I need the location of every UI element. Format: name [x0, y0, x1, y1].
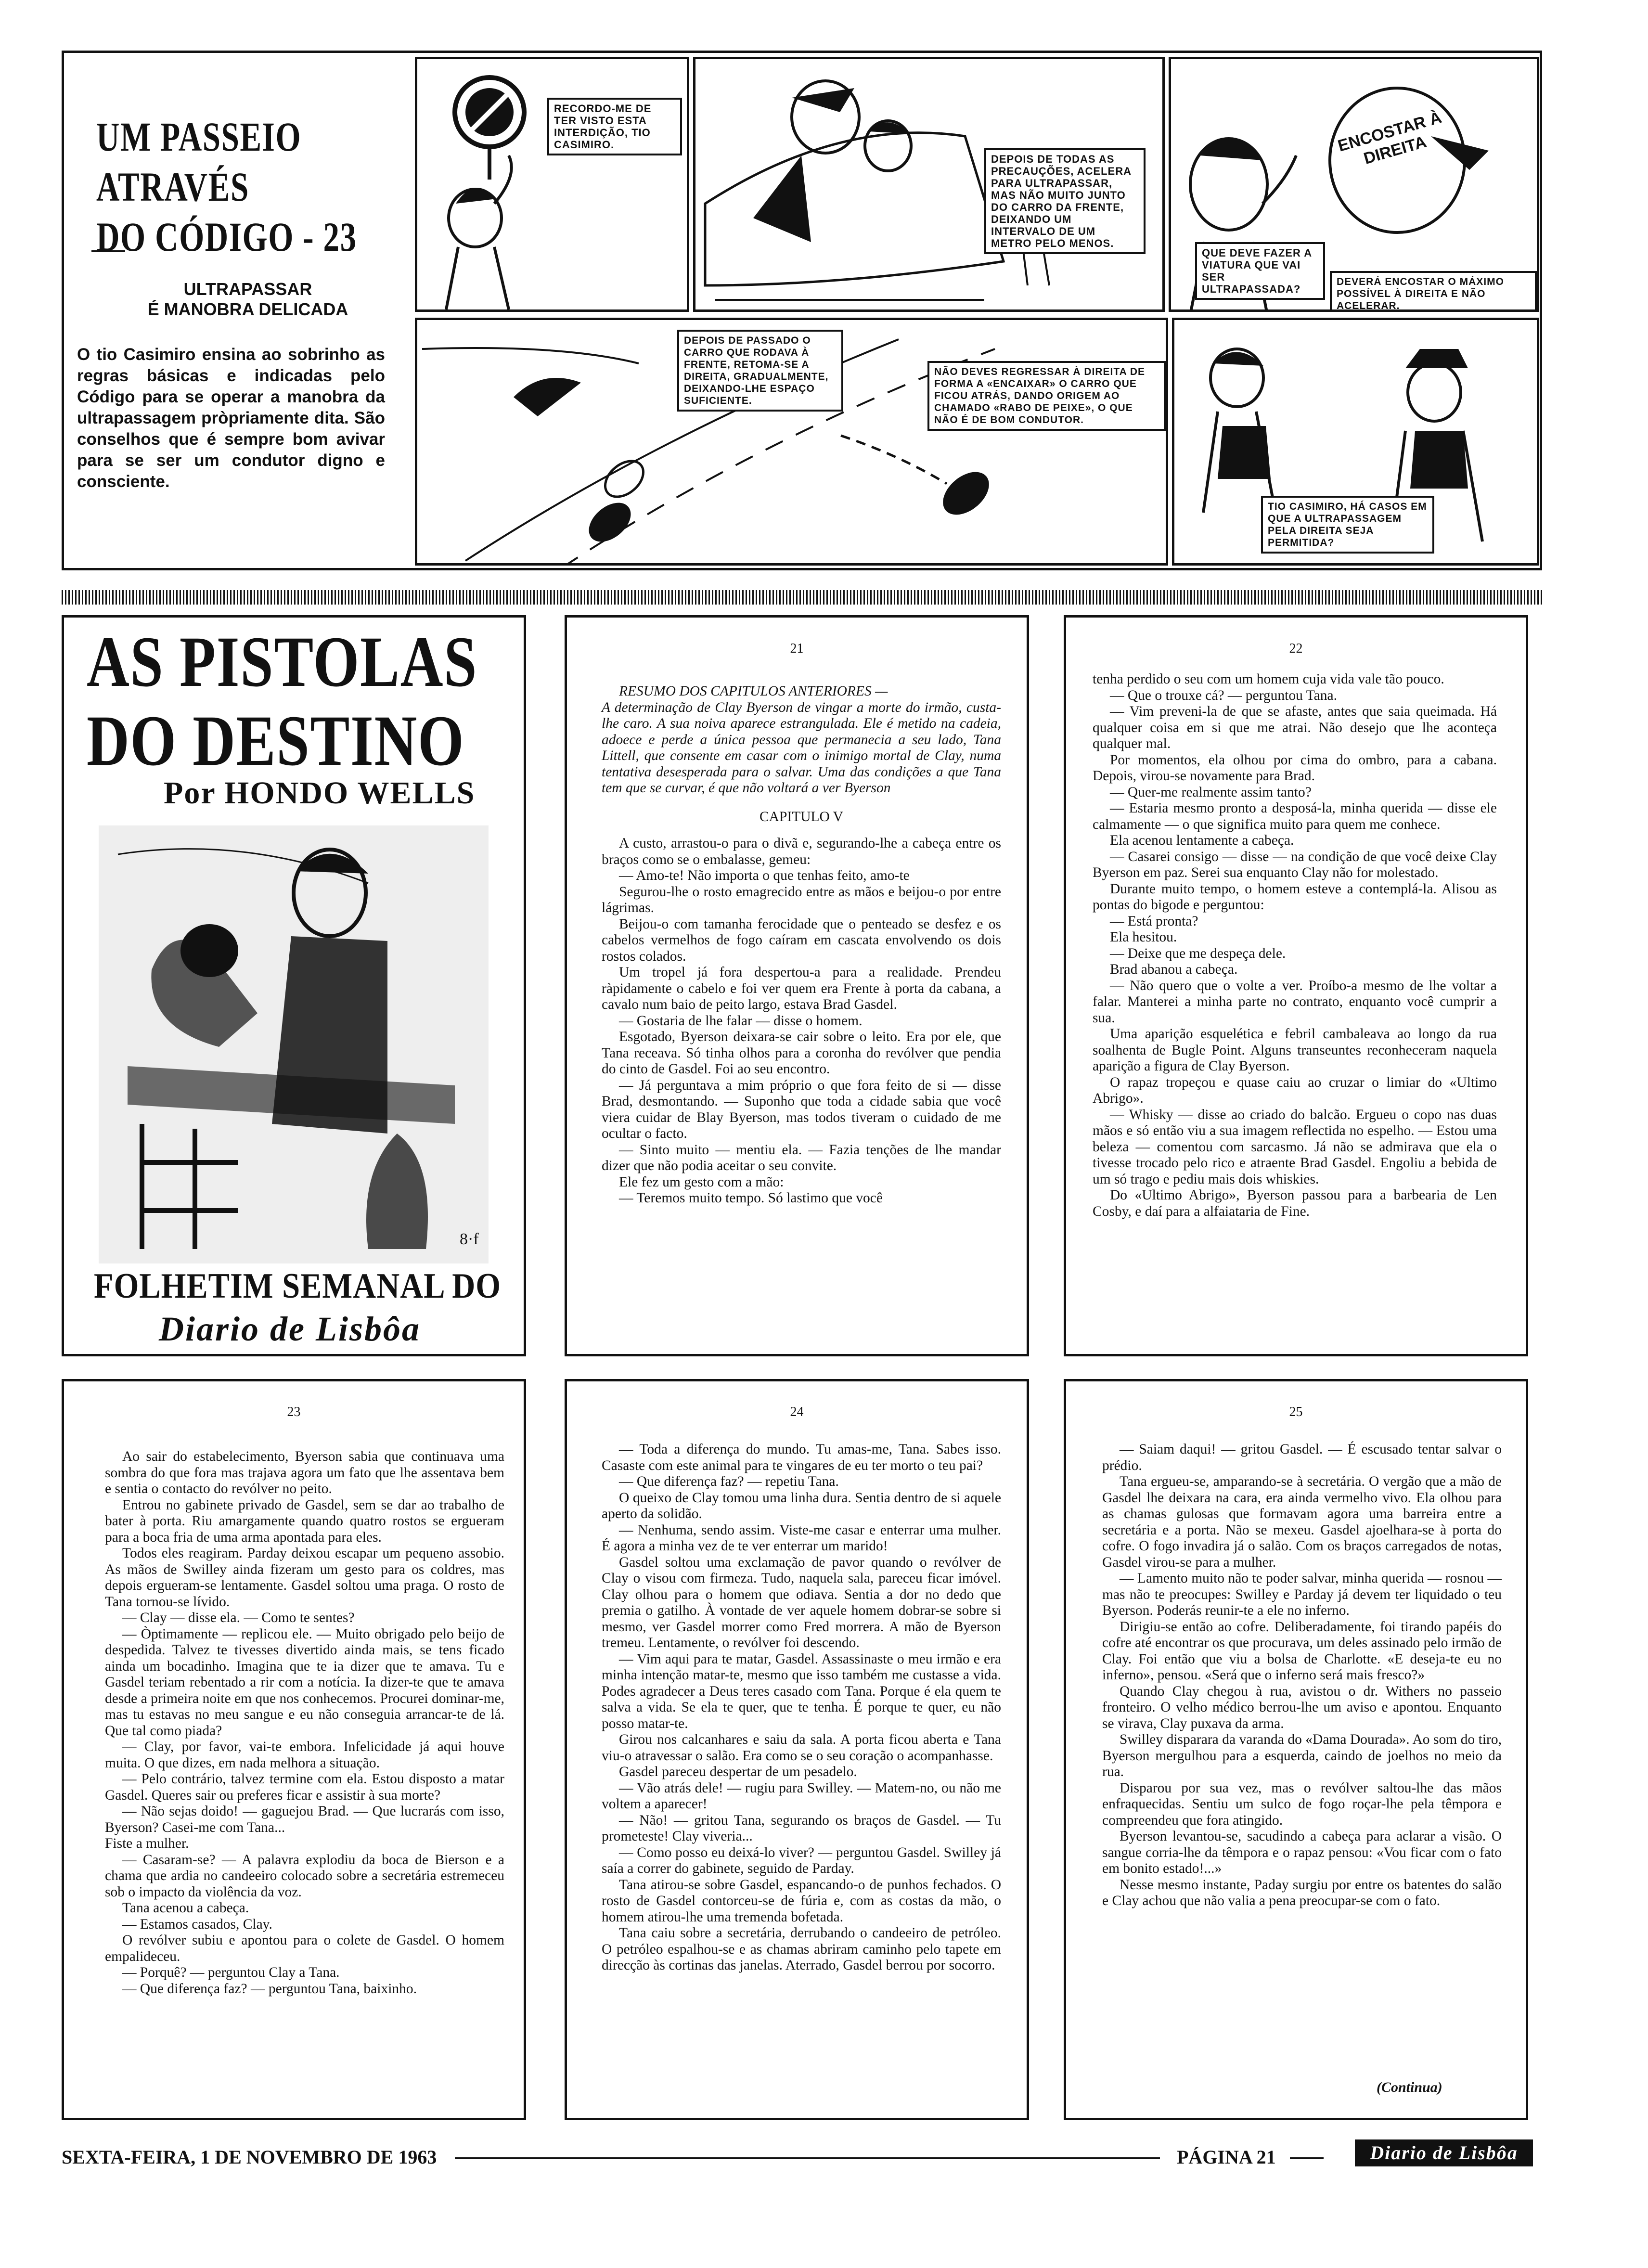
- paragraph: — Quer-me realmente assim tanto?: [1110, 784, 1312, 800]
- paragraph: — Gostaria de lhe falar — disse o homem.: [619, 1013, 863, 1029]
- paragraph: — Vim aqui para te matar, Gasdel. Assassinaste o meu irmão e era minha intenção matar-te, mesmo que isso também me custasse a vida. Podes agradecer a Deus teres casado com Tana. Porque é ela quem te salva a vida. Se ela te quer, que te tenha. É porque te quer, eu não posso matar-te.: [602, 1651, 1001, 1731]
- comic-title-line1: UM PASSEIO ATRAVÉS: [96, 114, 302, 210]
- footer-page-number: PÁGINA 21: [1177, 2146, 1276, 2168]
- paragraph: Durante muito tempo, o homem esteve a contemplá-la. Alisou as pontas do bigode e perguntou:: [1093, 881, 1497, 913]
- paragraph: Um tropel já fora despertou-a para a realidade. Prendeu ràpidamente o cabelo e foi ver quem era Frente à porta da cabana, a cavalo num baio de peito largo, estava Brad Gasdel.: [602, 965, 1001, 1012]
- paragraph: Ela hesitou.: [1110, 929, 1177, 945]
- paragraph: — Sinto muito — mentiu ela. — Fazia tenções de lhe mandar dizer que não podia aceitar o seu convite.: [602, 1142, 1001, 1173]
- paragraph: Por momentos, ela olhou por cima do ombro, para a cabana. Depois, virou-se novamente para Brad.: [1093, 752, 1497, 784]
- page-22-text: [1093, 671, 1497, 1220]
- paragraph: Fiste a mulher.: [105, 1836, 189, 1851]
- paragraph: — Estamos casados, Clay.: [122, 1916, 272, 1932]
- gunfight-illustration: [99, 825, 489, 1263]
- paragraph: Quando Clay chegou à rua, avistou o dr. Withers no passeio fronteiro. O velho médico berrou-lhe um aviso e apontou. Enquanto se virava, Clay puxava da arma.: [1102, 1683, 1502, 1731]
- paragraph: Dirigiu-se então ao cofre. Deliberadamente, foi tirando papéis do cofre até encontrar os que procurava, um deles assinado pelo irmão de Clay. Foi então que viu a bolsa de Charlotte. «E deseja-te eu no inferno», pensou. «Será que o inferno será mais fresco?»: [1102, 1619, 1502, 1683]
- paragraph: — Que diferença faz? — repetiu Tana.: [619, 1474, 839, 1489]
- paragraph: Todos eles reagiram. Parday deixou escapar um pequeno assobio. As mãos de Swilley ainda fizeram um gesto para os coldres, mas depois ergueram-se lentamente. Gasdel soltou uma praga. O rosto de Tana tornou-se lívido.: [105, 1546, 504, 1610]
- paragraph: Tana ergueu-se, amparando-se à secretária. O vergão que a mão de Gasdel lhe deixara na cara, era ainda vermelho vivo. Ela olhou para as chamas gulosas que formavam agora uma barreira entre a secretária e a porta. Não se mexeu. Gasdel ajoelhara-se à porta do cofre. O fogo invadira já o salão. Com os braços carregados de notas, Gasdel virou-se para a mulher.: [1102, 1474, 1502, 1570]
- paragraph: — Lamento muito não te poder salvar, minha querida — rosnou — mas não te preocupes: Swilley e Parday já devem ter liquidado o teu Byerson. Poderás reunir-te a ele no inferno.: [1102, 1571, 1502, 1618]
- comic-panel-2: [693, 57, 1165, 312]
- paragraph: Nesse mesmo instante, Paday surgiu por entre os batentes do salão e Clay achou que não valia a pena preocupar-se com o fato.: [1102, 1877, 1502, 1908]
- page-25-text: [1102, 1442, 1502, 1909]
- comic-caption-5: DEPOIS DE PASSADO O CARRO QUE RODAVA À FRENTE, RETOMA-SE A DIREITA, GRADUALMENTE, DEIXANDO-LHE ESPAÇO SUFICIENTE.: [677, 330, 843, 412]
- paragraph: Gasdel pareceu despertar de um pesadelo.: [619, 1764, 857, 1779]
- serial-title: [87, 622, 510, 781]
- paragraph: O queixo de Clay tomou uma linha dura. Sentia dentro de si aquele aperto da solidão.: [602, 1490, 1001, 1521]
- paragraph: — Já perguntava a mim próprio o que fora feito de si — disse Brad, desmontando. — Suponho que toda a cidade sabia que você viera cuidar de Blay Byerson, mas todos tiveram o cuidado de me ocultar o facto.: [602, 1077, 1001, 1141]
- paragraph: — Como posso eu deixá-lo viver? — perguntou Gasdel. Swilley já saía a correr do gabinete, seguido de Parday.: [602, 1844, 1001, 1876]
- paragraph: Beijou-o com tamanha ferocidade que o penteado se desfez e os cabelos vermelhos de fogo caíram em cascata envolvendo os dois rostos colados.: [602, 916, 1001, 964]
- paragraph: — Casaram-se? — A palavra explodiu da boca de Bierson e a chama que ardia no candeeiro colocado sobre a secretária estremeceu sob o impacto da violência da voz.: [105, 1852, 504, 1900]
- summary-title: RESUMO DOS CAPITULOS ANTERIORES —: [619, 683, 888, 699]
- footer-masthead: Diario de Lisbôa: [1355, 2139, 1533, 2166]
- paragraph: — Pelo contrário, talvez termine com ela. Estou disposto a matar Gasdel. Queres sair ou preferes ficar e assistir à sua morte?: [105, 1771, 504, 1803]
- comic-panel-1: [415, 57, 689, 312]
- paragraph: — Clay — disse ela. — Como te sentes?: [122, 1610, 355, 1625]
- paragraph: — Porquê? — perguntou Clay a Tana.: [122, 1965, 340, 1980]
- paragraph: Ela acenou lentamente a cabeça.: [1110, 833, 1294, 848]
- comic-subtitle-line1: ULTRAPASSAR: [183, 279, 312, 299]
- paragraph: — Toda a diferença do mundo. Tu amas-me, Tana. Sabes isso. Casaste com este animal para te vingares de eu ter morto o teu pai?: [602, 1442, 1001, 1473]
- paragraph: O revólver subiu e apontou para o colete de Gasdel. O homem empalideceu.: [105, 1933, 504, 1964]
- paragraph: Entrou no gabinete privado de Gasdel, sem se dar ao trabalho de bater à porta. Riu amargamente quando quatro rostos se ergueram para a boca fria de uma arma apontada para eles.: [105, 1497, 504, 1545]
- paragraph: — Vão atrás dele! — rugiu para Swilley. — Matem-no, ou não me voltem a aparecer!: [602, 1780, 1001, 1812]
- comic-caption-3: QUE DEVE FAZER A VIATURA QUE VAI SER ULTRAPASSADA?: [1195, 242, 1325, 300]
- comic-subtitle: [91, 279, 404, 320]
- paragraph: — Clay, por favor, vai-te embora. Infelicidade já aqui houve muita. O que dizes, em nada melhora a situação.: [105, 1739, 504, 1771]
- paragraph: — Casarei consigo — disse — na condição de que você deixe Clay Byerson em paz. Serei sua enquanto Clay não for molestado.: [1093, 849, 1497, 880]
- footer-rule-left: [455, 2157, 1160, 2159]
- paragraph: Tana atirou-se sobre Gasdel, espancando-o de punhos fechados. O rosto de Gasdel contorceu-se de fúria e, com as costas da mão, o homem atirou-lhe uma tremenda bofetada.: [602, 1877, 1001, 1925]
- comic-caption-6: NÃO DEVES REGRESSAR À DIREITA DE FORMA A «ENCAIXAR» O CARRO QUE FICOU ATRÁS, DANDO ORIGEM AO CHAMADO «RABO DE PEIXE», O QUE NÃO É DE BOM CONDUTOR.: [927, 361, 1166, 431]
- paragraph: Ao sair do estabelecimento, Byerson sabia que continuava uma sombra do que fora mas trajava agora um fato que lhe assentava bem e sentia o contacto do revólver no peito.: [105, 1449, 504, 1496]
- paragraph: Byerson levantou-se, sacudindo a cabeça para aclarar a visão. O sangue corria-lhe da têmpora e o rapaz pensou: «Vou ficar com o fato em bonito estado!...»: [1102, 1829, 1502, 1876]
- paragraph: — Amo-te! Não importa o que tenhas feito, amo-te: [619, 868, 910, 883]
- paragraph: A custo, arrastou-o para o divã e, segurando-lhe a cabeça entre os braços como se o embalasse, gemeu:: [602, 836, 1001, 867]
- paragraph: Tana caiu sobre a secretária, derrubando o candeeiro de petróleo. O petróleo espalhou-se e as chamas abriram caminho pelo tapete em direcção às cortinas das janelas. Aterrado, Gasdel berrou por socorro.: [602, 1925, 1001, 1973]
- page-24-text: [602, 1442, 1001, 1974]
- paragraph: — Deixe que me despeça dele.: [1110, 945, 1286, 961]
- paragraph: Girou nos calcanhares e saiu da sala. A porta ficou aberta e Tana viu-o atravessar o salão. Era como se o seu coração o acompanhasse.: [602, 1732, 1001, 1764]
- summary-text: A determinação de Clay Byerson de vingar a morte do irmão, custa-lhe caro. A sua noiva aparece estrangulada. Ele é metido na cadeia, adoece e perde a única pessoa que permanecia a seu lado, Tana Littell, que consente em casar com o inimigo mortal de Clay, numa tentativa desesperada para o salvar. Uma das condições a que Tana tem que se curvar, é que não voltará a ver Byerson: [602, 699, 1001, 796]
- svg-text:8·f: 8·f: [460, 1230, 479, 1248]
- comic-title-line2: DO CÓDIGO - 23: [96, 214, 357, 260]
- paragraph: Swilley disparara da varanda do «Dama Dourada». Ao som do tiro, Byerson mergulhou para a esquerda, caindo de joelhos no meio da rua.: [1102, 1732, 1502, 1779]
- footer-rule-right: [1290, 2157, 1324, 2159]
- serial-illustration: [99, 825, 489, 1263]
- comic-panel-5: [1172, 318, 1539, 566]
- nephew-looking-at-sign-illustration: [417, 59, 689, 312]
- paragraph: Brad abanou a cabeça.: [1110, 962, 1238, 977]
- page-number-21: 21: [790, 641, 804, 656]
- comic-caption-1: RECORDO-ME DE TER VISTO ESTA INTERDIÇÃO, TIO CASIMIRO.: [547, 98, 682, 155]
- page-21-text: [602, 683, 1001, 1207]
- paragraph: Tana acenou a cabeça.: [122, 1900, 249, 1916]
- page-number-23: 23: [287, 1405, 301, 1419]
- page-23-text: [105, 1449, 504, 1997]
- paragraph: tenha perdido o seu com um homem cuja vida vale tão pouco.: [1093, 671, 1444, 687]
- paragraph: — Nenhuma, sendo assim. Viste-me casar e enterrar uma mulher. É agora a minha vez de te ver enterrar um marido!: [602, 1522, 1001, 1554]
- paragraph: Uma aparição esquelética e febril cambaleava ao longo da rua soalhenta de Bugle Point. Alguns transeuntes reconheceram naquela aparição a figura de Clay Byerson.: [1093, 1026, 1497, 1074]
- paragraph: Do «Ultimo Abrigo», Byerson passou para a barbearia de Len Cosby, e daí para a alfaiataria de Fine.: [1093, 1187, 1497, 1219]
- serial-masthead: Diario de Lisbôa: [159, 1310, 421, 1348]
- paragraph: — Whisky — disse ao criado do balcão. Ergueu o copo nas duas mãos e só então viu a sua imagem reflectida no espelho. — Estou uma beleza — comentou com sarcasmo. Já não se admirava que ela o tivesse trocado pelo rico e atraente Brad Gasdel. Engoliu a bebida de um só trago e pediu mais dois whiskies.: [1093, 1107, 1497, 1187]
- paragraph: Segurou-lhe o rosto emagrecido entre as mãos e beijou-o por entre lágrimas.: [602, 884, 1001, 915]
- paragraph: Ele fez um gesto com a mão:: [619, 1174, 784, 1190]
- comic-lead-text: O tio Casimiro ensina ao sobrinho as regras básicas e indicadas pelo Código para se operar a manobra da ultrapassagem pròpriamente dita. São conselhos que é sempre bom avivar para se ser um condutor digno e consciente.: [77, 345, 385, 491]
- comic-caption-7: TIO CASIMIRO, HÁ CASOS EM QUE A ULTRAPASSAGEM PELA DIREITA SEJA PERMITIDA?: [1261, 496, 1434, 554]
- page-number-25: 25: [1289, 1405, 1303, 1419]
- paragraph: — Não quero que o volte a ver. Proíbo-a mesmo de lhe voltar a falar. Manterei a minha parte no contrato, enquanto você cumprir a sua.: [1093, 978, 1497, 1026]
- paragraph: — Que diferença faz? — perguntou Tana, baixinho.: [122, 1981, 417, 1997]
- comic-title-dash: [91, 250, 125, 252]
- hatched-divider: [62, 590, 1542, 605]
- continued-note: (Continua): [1377, 2079, 1442, 2095]
- paragraph: — Vim preveni-la de que se afaste, antes que saia queimada. Há qualquer coisa em si que me atrai. Não desejo que lhe aconteça qualquer mal.: [1093, 704, 1497, 751]
- comic-subtitle-line2: É MANOBRA DELICADA: [147, 299, 348, 319]
- page-number-22: 22: [1289, 641, 1303, 656]
- paragraph: Esgotado, Byerson deixara-se cair sobre o leito. Era por ele, que Tana receava. Só tinha olhos para a coronha do revólver que pendia do cinto de Gasdel. Foi ao seu encontro.: [602, 1029, 1001, 1077]
- paragraph: — Que o trouxe cá? — perguntou Tana.: [1110, 687, 1337, 703]
- page-number-24: 24: [790, 1405, 804, 1419]
- paragraph: O rapaz tropeçou e quase caiu ao cruzar o limiar do «Ultimo Abrigo».: [1093, 1074, 1497, 1106]
- sign-text-encostar-a-direita: ENCOSTAR À DIREITA: [1336, 108, 1444, 168]
- footer-date: SEXTA-FEIRA, 1 DE NOVEMBRO DE 1963: [62, 2146, 437, 2168]
- comic-title: [96, 112, 433, 262]
- paragraph: — Saiam daqui! — gritou Gasdel. — É escusado tentar salvar o prédio.: [1102, 1442, 1502, 1473]
- paragraph: — Estaria mesmo pronto a desposá-la, minha querida — disse ele calmamente — o que significa muito para quem me conhece.: [1093, 800, 1497, 832]
- paragraph: — Teremos muito tempo. Só lastimo que você: [619, 1190, 883, 1206]
- serial-byline: Por HONDO WELLS: [164, 775, 476, 811]
- serial-title-line1: AS PISTOLAS: [87, 622, 478, 702]
- paragraph: Gasdel soltou uma exclamação de pavor quando o revólver de Clay o visou com firmeza. Tudo, naquela sala, pareceu ficar imóvel. Clay olhou para o homem que odiava. Sentia a dor no dedo que premia o gatilho. À vontade de ver aquele homem dobrar-se sobre si mesmo, ver Gasdel morrer como Fred morrera. A mão de Byerson tremeu. Lentamente, o revólver foi descendo.: [602, 1554, 1001, 1650]
- comic-panel-3: [1169, 57, 1539, 312]
- serial-title-line2: DO DESTINO: [87, 701, 465, 781]
- paragraph: — Não! — gritou Tana, segurando os braços de Gasdel. — Tu prometeste! Clay viveria...: [602, 1812, 1001, 1844]
- comic-caption-2: DEPOIS DE TODAS AS PRECAUÇÕES, ACELERA PARA ULTRAPASSAR, MAS NÃO MUITO JUNTO DO CARRO DA FRENTE, DEIXANDO UM INTERVALO DE UM METRO PELO MENOS.: [984, 148, 1146, 254]
- paragraph: — Òptimamente — replicou ele. — Muito obrigado pelo beijo de despedida. Talvez te tivesses divertido ainda mais, se tens ficado ainda um bocadinho. Imagina que te ia dizer que te amava. Tu e Gasdel teriam rebentado a rir com a notícia. Ia dizer-te que te amava desde a primeira noite em que nos conhecemos. Procurei dominar-me, mas tu estavas no meu sangue e eu não conseguia arrancar-te de lá. Que tal como piada?: [105, 1626, 504, 1739]
- paragraph: Disparou por sua vez, mas o revólver saltou-lhe das mãos enfraquecidas. Sentiu um sulco de fogo roçar-lhe pela têmpora e compreendeu que fora atingido.: [1102, 1780, 1502, 1828]
- chapter-heading: CAPITULO V: [759, 809, 843, 825]
- comic-panel-4: [415, 318, 1168, 566]
- serial-footer-line1: FOLHETIM SEMANAL DO: [94, 1266, 501, 1306]
- paragraph: — Não sejas doido! — gaguejou Brad. — Que lucrarás com isso, Byerson? Casei-me com Tana...: [105, 1804, 504, 1835]
- paragraph: — Está pronta?: [1110, 913, 1198, 929]
- comic-caption-4: DEVERÁ ENCOSTAR O MÁXIMO POSSÍVEL À DIREITA E NÃO ACELERAR.: [1330, 271, 1537, 312]
